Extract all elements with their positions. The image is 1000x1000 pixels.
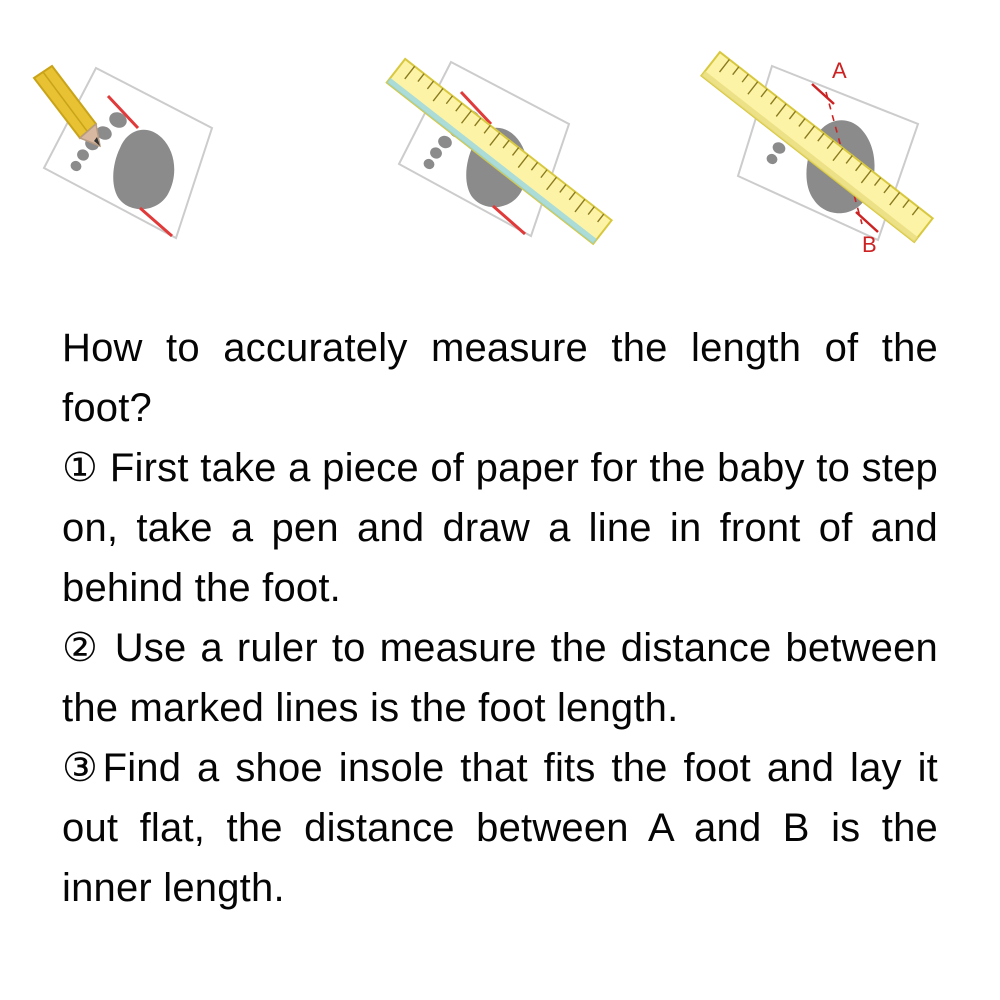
instruction-text-block [0,300,1000,1000]
label-a-icon: A [832,58,847,83]
page-title: How to accurately measure the length of the foot? [62,326,938,430]
label-b-icon: B [862,232,877,257]
panel-measure-with-ruler [333,0,666,300]
step-3: ③Find a shoe insole that fits the foot and lay it out flat, the distance between A and B is the inner length. [62,746,938,910]
illustration-strip [0,0,1000,300]
step-1: ① First take a piece of paper for the baby to step on, take a pen and draw a line in front of and behind the foot. [62,446,938,610]
panel-trace-foot [0,0,333,300]
step-2: ② Use a ruler to measure the distance between the marked lines is the foot length. [62,626,938,730]
panel-measure-insole [666,0,999,300]
